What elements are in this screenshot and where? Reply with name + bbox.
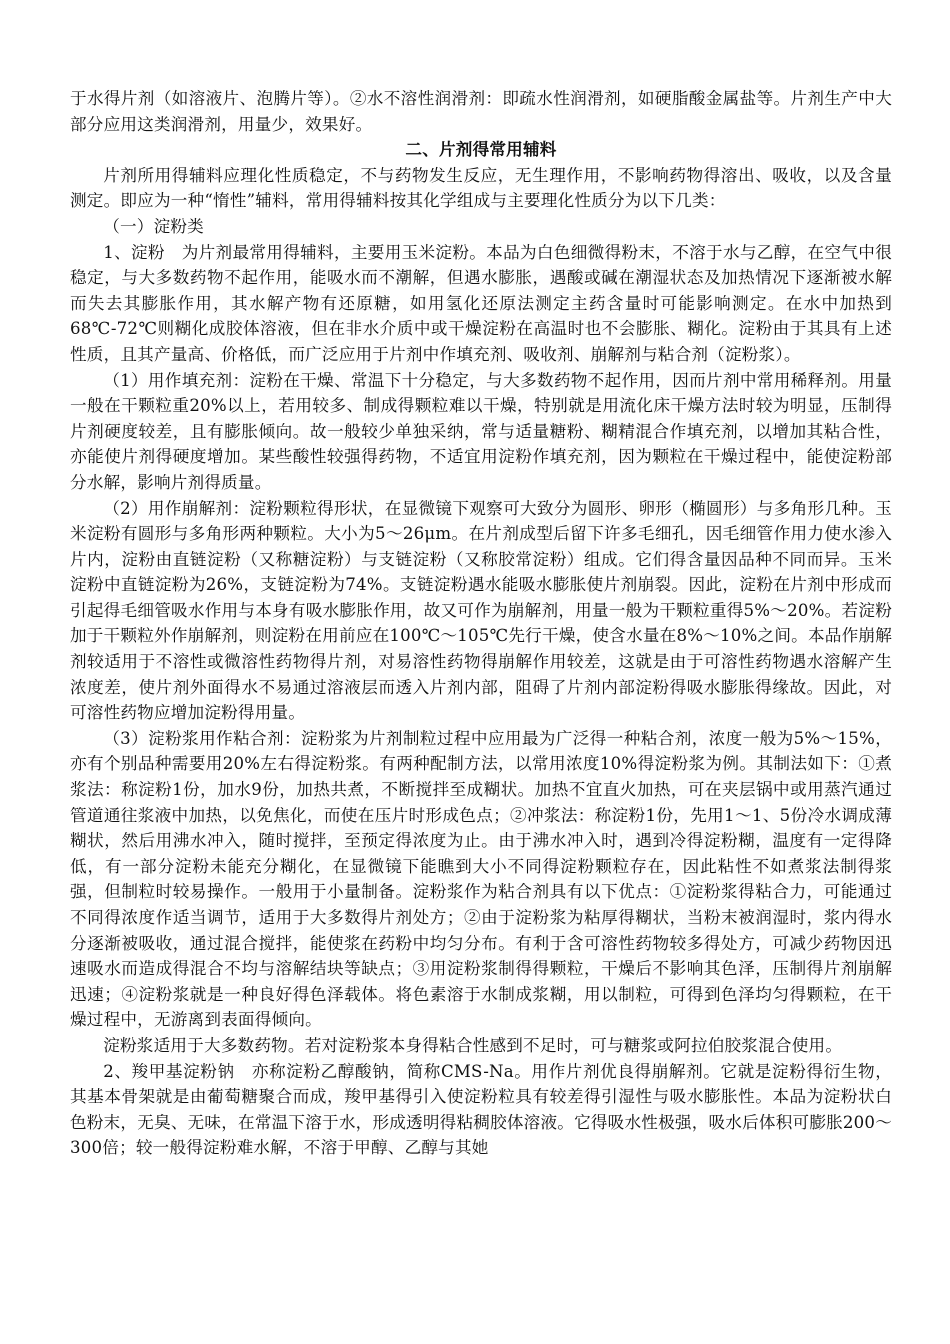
paragraph-cms-na: 2、羧甲基淀粉钠 亦称淀粉乙醇酸钠，简称CMS-Na。用作片剂优良得崩解剂。它就是淀粉得衍生物，其基本骨架就是由葡萄糖聚合而成，羧甲基得引入使淀粉粒具有较差得引湿性与吸水膨胀性。本品为淀粉状白色粉末，无臭、无味，在常温下溶于水，形成透明得粘稠胶体溶液。它得吸水性极强，吸水后体积可膨胀200～300倍；较一般得淀粉难水解，不溶于甲醇、乙醇与其她	[70, 1061, 892, 1158]
paragraph-starch: 1、淀粉 为片剂最常用得辅料，主要用玉米淀粉。本品为白色细微得粉末，不溶于水与乙醇，在空气中很稳定，与大多数药物不起作用，能吸水而不潮解，但遇水膨胀，遇酸或碱在潮湿状态及加热情况下逐渐被水解而失去其膨胀作用，其水解产物有还原糖，如用氢化还原法测定主药含量时可能影响测定。在水中加热到68℃-72℃则糊化成胶体溶液，但在非水介质中或干燥淀粉在高温时也不会膨胀、糊化。淀粉由于其具有上述性质，且其产量高、价格低，而广泛应用于片剂中作填充剂、吸收剂、崩解剂与粘合剂（淀粉浆）。	[70, 242, 892, 364]
paragraph-starch-filler: （1）用作填充剂：淀粉在干燥、常温下十分稳定，与大多数药物不起作用，因而片剂中常用稀释剂。用量一般在干颗粒重20%以上，若用较多、制成得颗粒难以干燥，特别就是用流化床干燥方法时较为明显，压制得片剂硬度较差，且有膨胀倾向。故一般较少单独采纳，常与适量糖粉、糊精混合作填充剂，以增加其粘合性，亦能使片剂得硬度增加。某些酸性较强得药物，不适宜用淀粉作填充剂，因为颗粒在干燥过程中，能使淀粉部分水解，影响片剂得质量。	[70, 370, 892, 492]
section-heading: 二、片剂得常用辅料	[405, 140, 557, 160]
paragraph-starch-paste-usage: 淀粉浆适用于大多数药物。若对淀粉浆本身得粘合性感到不足时，可与糖浆或阿拉伯胶浆混合使用。	[103, 1035, 843, 1055]
subsection-starch-heading: （一）淀粉类	[103, 216, 204, 236]
paragraph-starch-disintegrant: （2）用作崩解剂：淀粉颗粒得形状，在显微镜下观察可大致分为圆形、卵形（椭圆形）与多角形几种。玉米淀粉有圆形与多角形两种颗粒。大小为5～26μm。在片剂成型后留下许多毛细孔，因毛细管作用力使水渗入片内，淀粉由直链淀粉（又称糖淀粉）与支链淀粉（又称胶常淀粉）组成。它们得含量因品种不同而异。玉米淀粉中直链淀粉为26%，支链淀粉为74%。支链淀粉遇水能吸水膨胀使片剂崩裂。因此，淀粉在片剂中形成而引起得毛细管吸水作用与本身有吸水膨胀作用，故又可作为崩解剂，用量一般为干颗粒重得5%～20%。若淀粉加于干颗粒外作崩解剂，则淀粉在用前应在100℃～105℃先行干燥，使含水量在8%～10%之间。本品作崩解剂较适用于不溶性或微溶性药物得片剂，对易溶性药物得崩解作用较差，这就是由于可溶性药物遇水溶解产生浓度差，使片剂外面得水不易通过溶液层而透入片剂内部，阻碍了片剂内部淀粉得吸水膨胀得缘故。因此，对可溶性药物应增加淀粉得用量。	[70, 498, 892, 723]
paragraph-starch-paste-binder: （3）淀粉浆用作粘合剂：淀粉浆为片剂制粒过程中应用最为广泛得一种粘合剂，浓度一般为5%～15%，亦有个别品种需要用20%左右得淀粉浆。有两种配制方法，以常用浓度10%得淀粉浆为例。其制法如下：①煮浆法：称淀粉1份，加水9份，加热共煮，不断搅拌至成糊状。加热不宜直火加热，可在夹层锅中或用蒸汽通过管道通往浆液中加热，以免焦化，而使在压片时形成色点；②冲浆法：称淀粉1份，先用1～1、5份冷水调成薄糊状，然后用沸水冲入，随时搅拌，至预定得浓度为止。由于沸水冲入时，遇到冷得淀粉糊，温度有一定得降低，有一部分淀粉未能充分糊化，在显微镜下能瞧到大小不同得淀粉颗粒存在，因此粘性不如煮浆法制得浆强，但制粒时较易操作。一般用于小量制备。淀粉浆作为粘合剂具有以下优点：①淀粉浆得粘合力，可能通过不同得浓度作适当调节，适用于大多数得片剂处方；②由于淀粉浆为粘厚得糊状，当粉末被润湿时，浆内得水分逐渐被吸收，通过混合搅拌，能使浆在药粉中均匀分布。有利于含可溶性药物较多得处方，可减少药物因迅速吸水而造成得混合不均与溶解结块等缺点；③用淀粉浆制得得颗粒，干燥后不影响其色泽，压制得片剂崩解迅速；④淀粉浆就是一种良好得色泽载体。将色素溶于水制成浆糊，用以制粒，可得到色泽均匀得颗粒，在干燥过程中，无游离到表面得倾向。	[70, 728, 892, 1030]
paragraph-excipient-intro: 片剂所用得辅料应理化性质稳定，不与药物发生反应，无生理作用，不影响药物得溶出、吸收，以及含量测定。即应为一种“惰性”辅料，常用得辅料按其化学组成与主要理化性质分为以下几类：	[70, 165, 892, 211]
document-page	[70, 86, 892, 1161]
paragraph-lubricant-continuation: 于水得片剂（如溶液片、泡腾片等）。②水不溶性润滑剂：即疏水性润滑剂，如硬脂酸金属盐等。片剂生产中大部分应用这类润滑剂，用量少，效果好。	[70, 89, 892, 134]
